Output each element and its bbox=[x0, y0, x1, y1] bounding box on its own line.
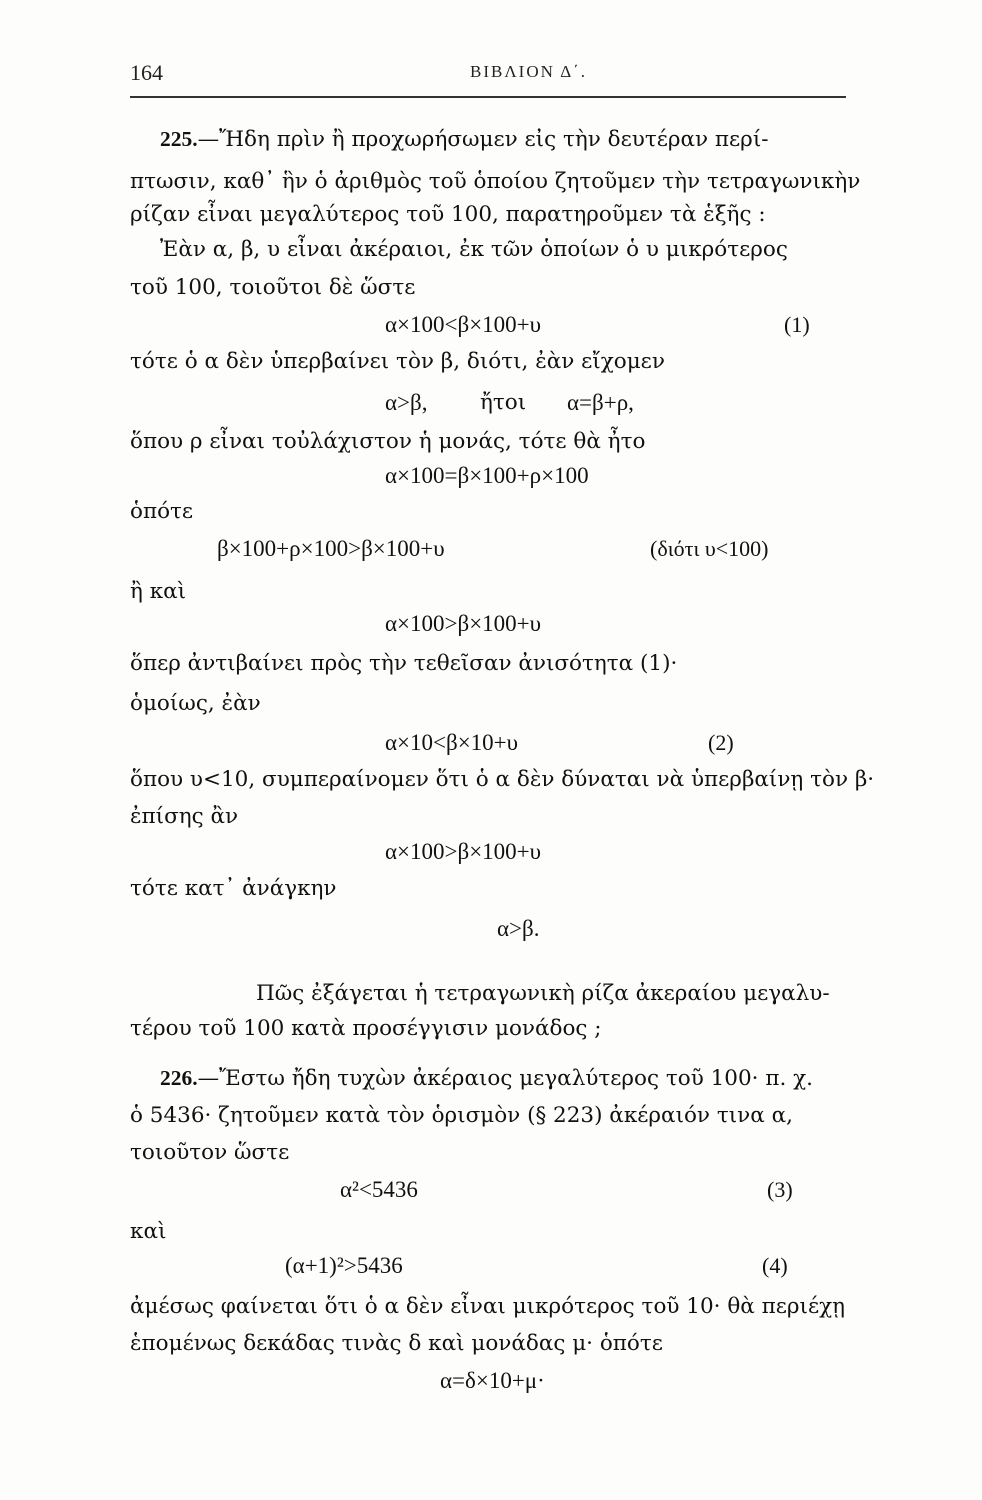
inequality: α>β, bbox=[385, 390, 428, 415]
text-line: ὅπου ρ εἶναι τοὐλάχιστον ἡ μονάς, τότε θὰ ἦτο bbox=[130, 429, 646, 454]
equation-number: (3) bbox=[767, 1177, 793, 1202]
equation-7: α×100>β×100+υ bbox=[385, 839, 542, 864]
text-line: τότε κατ᾽ ἀνάγκην bbox=[130, 876, 337, 901]
text-line: τέρου τοῦ 100 κατὰ προσέγγισιν μονάδος ; bbox=[130, 1016, 602, 1041]
equation-number: (2) bbox=[708, 730, 734, 755]
text-line: ἀμέσως φαίνεται ὅτι ὁ α δὲν εἶναι μικρότερος τοῦ 10· θὰ περιέχῃ bbox=[130, 1294, 846, 1319]
equation-note: (διότι υ<100) bbox=[650, 536, 769, 561]
equation-10: (α+1)²>5436 bbox=[285, 1253, 403, 1278]
connective-word: ἤτοι bbox=[480, 390, 527, 415]
equation-8: α>β. bbox=[497, 916, 540, 941]
text-line: Πῶς ἐξάγεται ἡ τετραγωνικὴ ρίζα ἀκεραίου μεγαλυ- bbox=[256, 981, 830, 1006]
equation-9: α²<5436 bbox=[340, 1177, 418, 1202]
text-line: ὁπότε bbox=[130, 499, 194, 524]
line-text: —Ἤδη πρὶν ἢ προχωρήσωμεν εἰς τὴν δευτέραν περί- bbox=[197, 127, 769, 152]
equation-2: α=β+ρ, bbox=[567, 390, 634, 415]
header-rule bbox=[130, 96, 846, 98]
text-line: τοῦ 100, τοιοῦτοι δὲ ὥστε bbox=[130, 275, 416, 300]
text-line: ὅπου υ<10, συμπεραίνομεν ὅτι ὁ α δὲν δύναται νὰ ὑπερβαίνῃ τὸν β· bbox=[130, 767, 875, 792]
running-title: ΒΙΒΛΙΟΝ Δ΄. bbox=[470, 62, 588, 81]
line-text: —Ἔστω ἤδη τυχὼν ἀκέραιος μεγαλύτερος τοῦ 100· π. χ. bbox=[197, 1066, 813, 1091]
section-number: 226. bbox=[160, 1066, 198, 1090]
equation-6: α×10<β×10+υ bbox=[385, 730, 519, 755]
equation-11: α=δ×10+μ· bbox=[440, 1368, 545, 1393]
text-line: τότε ὁ α δὲν ὑπερβαίνει τὸν β, διότι, ἐὰν εἴχομεν bbox=[130, 349, 665, 374]
text-line: ὅπερ ἀντιβαίνει πρὸς τὴν τεθεῖσαν ἀνισότητα (1)· bbox=[130, 651, 678, 676]
equation-1: α×100<β×100+υ bbox=[385, 312, 542, 337]
text-line bbox=[160, 1064, 813, 1093]
equation-5: α×100>β×100+υ bbox=[385, 611, 542, 636]
equation-3: α×100=β×100+ρ×100 bbox=[385, 463, 589, 488]
text-line bbox=[160, 125, 769, 154]
equation-number: (4) bbox=[762, 1253, 788, 1278]
section-number: 225. bbox=[160, 127, 198, 151]
text-line: Ἐὰν α, β, υ εἶναι ἀκέραιοι, ἐκ τῶν ὁποίων ὁ υ μικρότερος bbox=[160, 237, 788, 262]
text-line: ἢ καὶ bbox=[130, 579, 187, 604]
equation-4: β×100+ρ×100>β×100+υ bbox=[217, 536, 445, 561]
text-line: ἐπίσης ἂν bbox=[130, 804, 239, 829]
text-line: πτωσιν, καθ᾽ ἣν ὁ ἀριθμὸς τοῦ ὁποίου ζητοῦμεν τὴν τετραγωνικὴν bbox=[130, 169, 861, 194]
text-line: τοιοῦτον ὥστε bbox=[130, 1140, 290, 1165]
equation-number: (1) bbox=[784, 312, 810, 337]
text-line: ρίζαν εἶναι μεγαλύτερος τοῦ 100, παρατηροῦμεν τὰ ἑξῆς : bbox=[130, 202, 766, 227]
page-number: 164 bbox=[130, 60, 163, 85]
text-line: ἑπομένως δεκάδας τινὰς δ καὶ μονάδας μ· ὁπότε bbox=[130, 1331, 663, 1356]
text-line: καὶ bbox=[130, 1219, 167, 1244]
text-line: ὁμοίως, ἐὰν bbox=[130, 691, 261, 716]
text-line: ὁ 5436· ζητοῦμεν κατὰ τὸν ὁρισμὸν (§ 223) ἀκέραιόν τινα α, bbox=[130, 1103, 793, 1128]
